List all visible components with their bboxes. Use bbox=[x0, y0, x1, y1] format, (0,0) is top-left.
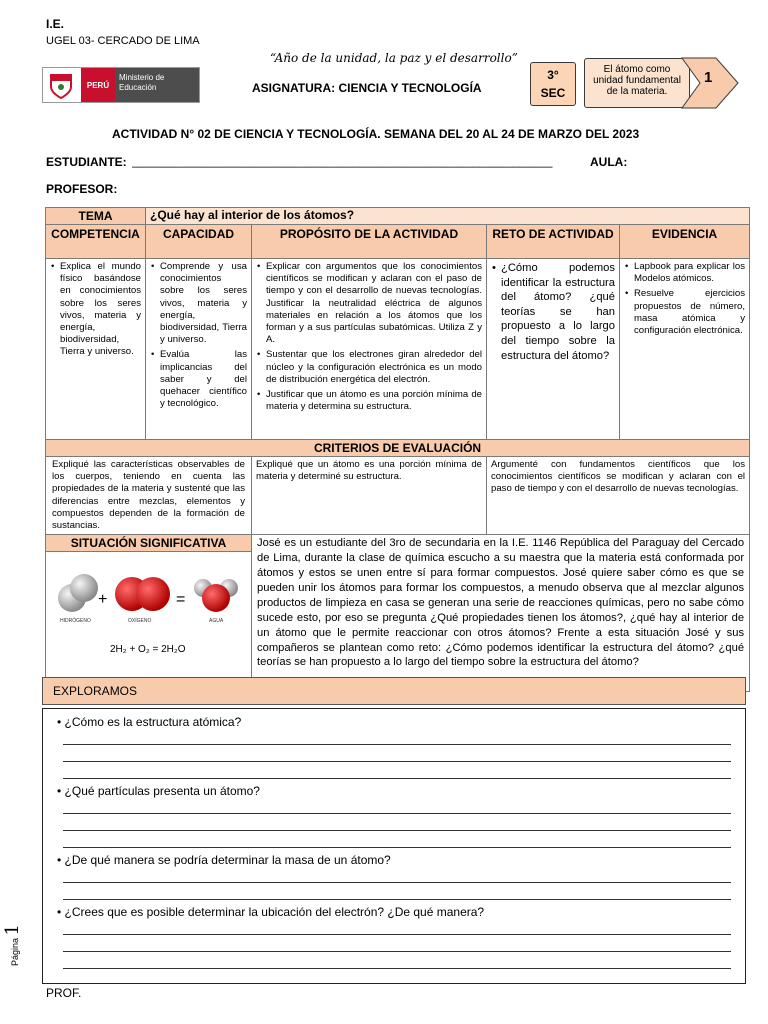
answer-line[interactable] bbox=[63, 968, 731, 969]
water-molecule-icon bbox=[194, 579, 238, 612]
question-4: • ¿Crees que es posible determinar la ubicación del electrón? ¿De qué manera? bbox=[57, 905, 485, 919]
questions-box bbox=[42, 708, 746, 984]
tema-value: ¿Qué hay al interior de los átomos? bbox=[146, 208, 750, 225]
activity-table bbox=[45, 207, 750, 692]
answer-line[interactable] bbox=[63, 813, 731, 814]
situacion-header: SITUACIÓN SIGNIFICATIVA bbox=[46, 535, 251, 552]
proposito-item: • Sustentar que los electrones giran alrededor del núcleo y la configuración electrónica es un modo de distribución energética del electrón. bbox=[266, 349, 482, 386]
header-proposito: PROPÓSITO DE LA ACTIVIDAD bbox=[252, 225, 487, 259]
situacion-left-cell bbox=[46, 535, 252, 692]
answer-line[interactable] bbox=[63, 882, 731, 883]
school-label: I.E. bbox=[46, 17, 65, 31]
plus-sign: + bbox=[98, 591, 108, 609]
answer-line[interactable] bbox=[63, 761, 731, 762]
reto-cell bbox=[487, 259, 620, 440]
header-evidencia: EVIDENCIA bbox=[620, 225, 750, 259]
proposito-cell bbox=[252, 259, 487, 440]
situacion-text: José es un estudiante del 3ro de secundaria en la I.E. 1146 República del Paraguay del Cercado de Lima, durante la clase de química escucho a su maestra que la materia está conformada por átomos y estos se unen entre sí para formar compuestos. José quiere saber cómo es que se pueden unir los átomos para formar los compuestos, a menudo observa que al mezclar algunos productos de limpieza en casa se generan una serie de reacciones químicas, pero no sabe cómo sucede esto, por eso se pregunta ¿Qué propiedades tienen los átomos?, ¿qué hay al interior de un átomo que le permite reaccionar con otros átomos? Frente a esta situación José y sus compañeros se plantean como reto: ¿Cómo podemos identificar la estructura del átomo? ¿qué teorías se han propuesto a lo largo del tiempo sobre la estructura del átomo? bbox=[252, 535, 750, 692]
tema-label: TEMA bbox=[46, 208, 146, 225]
ministry-label: Ministerio de Educación bbox=[115, 68, 199, 102]
professor-label: PROFESOR: bbox=[46, 182, 118, 196]
criterio-3: Argumenté con fundamentos científicos que los conocimientos científicos se modifican y aclaran con el paso de tiempo y con el desarrollo de nuevas tecnologías. bbox=[487, 457, 750, 535]
reto-item: • ¿Cómo podemos identificar la estructura del átomo? ¿qué teorías se han propuesto a lo largo del tiempo sobre la estructura del átomo? bbox=[501, 261, 615, 363]
grade-badge bbox=[530, 62, 576, 106]
answer-line[interactable] bbox=[63, 951, 731, 952]
answer-line[interactable] bbox=[63, 899, 731, 900]
page-label: Página bbox=[10, 937, 20, 966]
evidencia-item: • Lapbook para explicar los Modelos atómicos. bbox=[634, 261, 745, 285]
peru-label: PERÚ bbox=[81, 68, 115, 102]
oxygen-label: OXÍGENO bbox=[128, 618, 152, 625]
capacidad-cell bbox=[146, 259, 252, 440]
equals-sign: = bbox=[176, 591, 186, 609]
competencia-cell bbox=[46, 259, 146, 440]
question-2: • ¿Qué partículas presenta un átomo? bbox=[57, 784, 260, 798]
session-number: 1 bbox=[704, 69, 713, 86]
grade-level: SEC bbox=[540, 86, 566, 100]
answer-line[interactable] bbox=[63, 778, 731, 779]
evidencia-item: • Resuelve ejercicios propuestos de número, masa atómica y configuración electrónica. bbox=[634, 288, 745, 337]
topic-box: El átomo como unidad fundamental de la materia. bbox=[584, 58, 690, 108]
water-molecule-illustration bbox=[46, 552, 252, 686]
capacidad-item: • Evalúa las implicancias del saber y del quehacer científico y tecnológico. bbox=[160, 349, 247, 410]
student-line[interactable]: _______________________________________________________________ bbox=[132, 154, 553, 168]
header-competencia: COMPETENCIA bbox=[46, 225, 146, 259]
water-label: AGUA bbox=[209, 618, 224, 625]
evidencia-cell bbox=[620, 259, 750, 440]
criterio-2: Expliqué que un átomo es una porción mínima de materia y determiné su estructura. bbox=[252, 457, 487, 535]
page-number: 1 bbox=[2, 924, 23, 936]
answer-line[interactable] bbox=[63, 934, 731, 935]
aula-label: AULA: bbox=[590, 155, 628, 169]
criterio-1: Expliqué las características observables de los cuerpos, teniendo en cuenta las propiedades de la materia y sustenté que las diferencias entre mezclas, elementos y compuestos dependen de la formación de sustancias. bbox=[46, 457, 252, 535]
page-indicator bbox=[2, 916, 22, 966]
exploramos-header: EXPLORAMOS bbox=[42, 677, 746, 705]
competencia-item: • Explica el mundo físico basándose en conocimientos sobre los seres vivos, materia y energía, biodiversidad, Tierra y universo. bbox=[60, 261, 141, 359]
peru-shield-icon bbox=[47, 72, 75, 100]
question-3: • ¿De qué manera se podría determinar la masa de un átomo? bbox=[57, 853, 391, 867]
activity-title: ACTIVIDAD N° 02 DE CIENCIA Y TECNOLOGÍA. SEMANA DEL 20 AL 24 DE MARZO DEL 2023 bbox=[112, 127, 640, 141]
header-reto: RETO DE ACTIVIDAD bbox=[487, 225, 620, 259]
answer-line[interactable] bbox=[63, 847, 731, 848]
grade-number: 3° bbox=[547, 68, 559, 82]
footer-prof: PROF. bbox=[46, 986, 82, 1000]
year-motto: “Año de la unidad, la paz y el desarrollo” bbox=[270, 51, 518, 65]
header-capacidad: CAPACIDAD bbox=[146, 225, 252, 259]
student-label: ESTUDIANTE: bbox=[46, 155, 127, 169]
subject-title: ASIGNATURA: CIENCIA Y TECNOLOGÍA bbox=[252, 81, 482, 95]
capacidad-item: • Comprende y usa conocimientos sobre los seres vivos, materia y energía, biodiversidad, Tierra y universo. bbox=[160, 261, 247, 346]
hydrogen-molecule-icon bbox=[58, 574, 98, 612]
answer-line[interactable] bbox=[63, 744, 731, 745]
question-1: • ¿Cómo es la estructura atómica? bbox=[57, 715, 242, 729]
criterios-header: CRITERIOS DE EVALUACIÓN bbox=[46, 440, 750, 457]
proposito-item: • Justificar que un átomo es una porción mínima de materia y determina su estructura. bbox=[266, 389, 482, 413]
equation: 2H₂ + O₂ = 2H₂O bbox=[110, 644, 186, 656]
oxygen-molecule-icon bbox=[115, 577, 170, 611]
proposito-item: • Explicar con argumentos que los conocimientos científicos se modifican y aclaran con el paso de tiempo y con el desarrollo de nuevas tecnologías. Justificar la neutralidad eléctrica de algunos materiales en relación a los átomos que los forman y a sus partículas subatómicas. Utiliza Z y A. bbox=[266, 261, 482, 346]
answer-line[interactable] bbox=[63, 830, 731, 831]
hydrogen-label: HIDRÓGENO bbox=[60, 618, 91, 625]
ministry-logo bbox=[42, 67, 200, 103]
ugel-label: UGEL 03- CERCADO DE LIMA bbox=[46, 35, 200, 47]
